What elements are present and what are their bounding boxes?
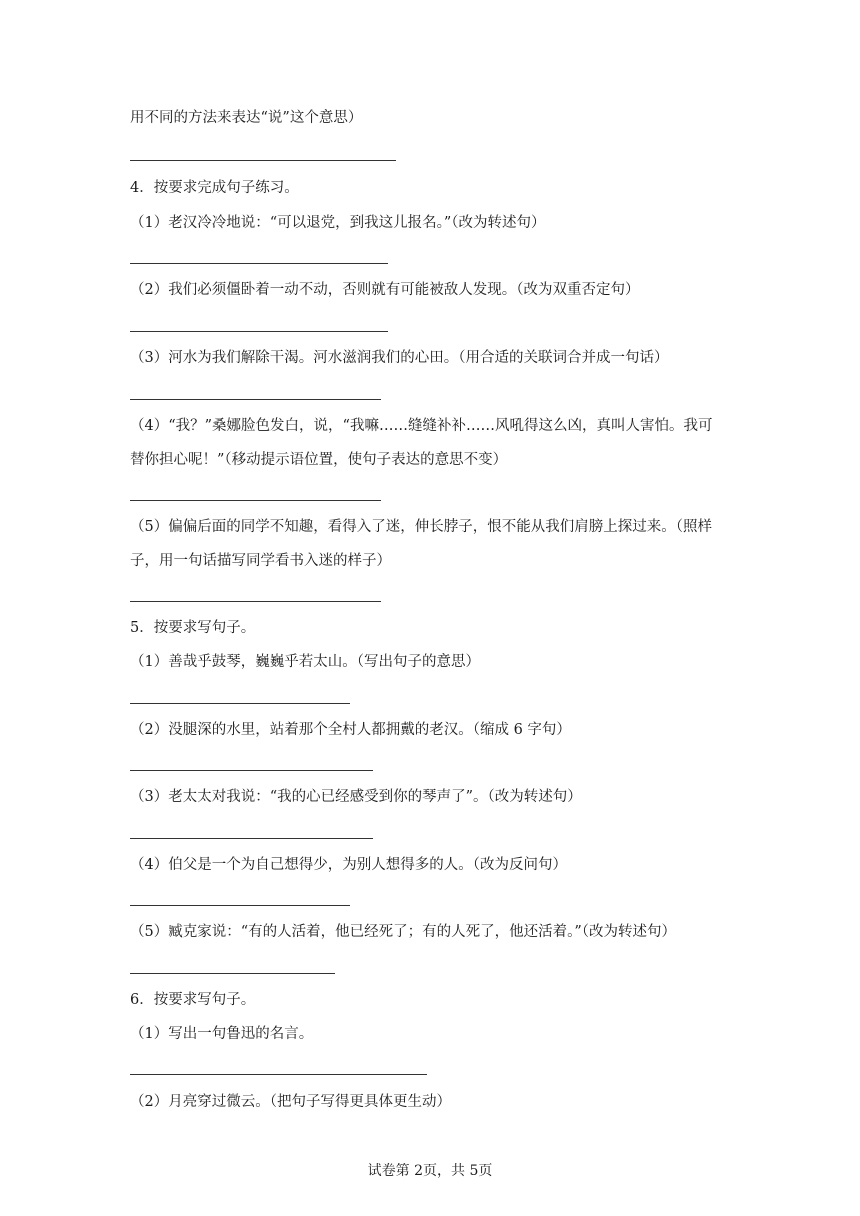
- question-4-item-3: （3）河水为我们解除干渴。河水滋润我们的心田。（用合适的关联词合并成一句话）: [130, 350, 669, 366]
- page-footer: 试卷第 2页，共 5页: [367, 1163, 493, 1179]
- answer-line: [130, 500, 381, 501]
- question-6-item-1: （1）写出一句鲁迅的名言。: [130, 1026, 314, 1042]
- question-5-title: 5．按要求写句子。: [130, 620, 256, 636]
- answer-line: [130, 703, 350, 704]
- question-4-item-5-cont: 子，用一句话描写同学看书入迷的样子）: [130, 553, 391, 569]
- intro-tail-text: 用不同的方法来表达“说”这个意思）: [130, 110, 363, 126]
- question-4-title: 4．按要求完成句子练习。: [130, 180, 299, 196]
- answer-line: [130, 601, 381, 602]
- answer-line: [130, 263, 388, 264]
- answer-line: [130, 905, 350, 906]
- question-5-item-5: （5）臧克家说：“有的人活着，他已经死了；有的人死了，他还活着。”（改为转述句）: [130, 924, 677, 940]
- answer-line: [130, 331, 388, 332]
- question-5-item-1: （1）善哉乎鼓琴，巍巍乎若太山。（写出句子的意思）: [130, 654, 480, 670]
- question-6-title: 6．按要求写句子。: [130, 992, 256, 1008]
- answer-line: [130, 1074, 427, 1075]
- question-5-item-3: （3）老太太对我说：“我的心已经感受到你的琴声了”。（改为转述句）: [130, 789, 582, 805]
- answer-line: [130, 973, 335, 974]
- answer-line: [130, 399, 381, 400]
- question-4-item-2: （2）我们必须僵卧着一动不动，否则就有可能被敌人发现。（改为双重否定句）: [130, 282, 640, 298]
- question-5-item-4: （4）伯父是一个为自己想得少，为别人想得多的人。（改为反问句）: [130, 857, 567, 873]
- question-6-item-2: （2）月亮穿过微云。（把句子写得更具体更生动）: [130, 1094, 451, 1110]
- question-4-item-5: （5）偏偏后面的同学不知趣，看得入了迷，伸长脖子，恨不能从我们肩膀上探过来。（照样: [130, 519, 712, 535]
- question-4-item-4: （4）“我？”桑娜脸色发白，说，“我嘛……缝缝补补……风吼得这么凶，真叫人害怕。我可: [130, 418, 713, 434]
- question-4-item-4-cont: 替你担心呢！”（移动提示语位置，使句子表达的意思不变）: [130, 452, 508, 468]
- question-5-item-2: （2）没腿深的水里，站着那个全村人都拥戴的老汉。（缩成 6 字句）: [130, 722, 571, 738]
- answer-line: [130, 770, 373, 771]
- answer-line: [130, 838, 373, 839]
- answer-line: [130, 160, 396, 161]
- question-4-item-1: （1）老汉冷冷地说：“可以退党，到我这儿报名。”（改为转述句）: [130, 215, 546, 231]
